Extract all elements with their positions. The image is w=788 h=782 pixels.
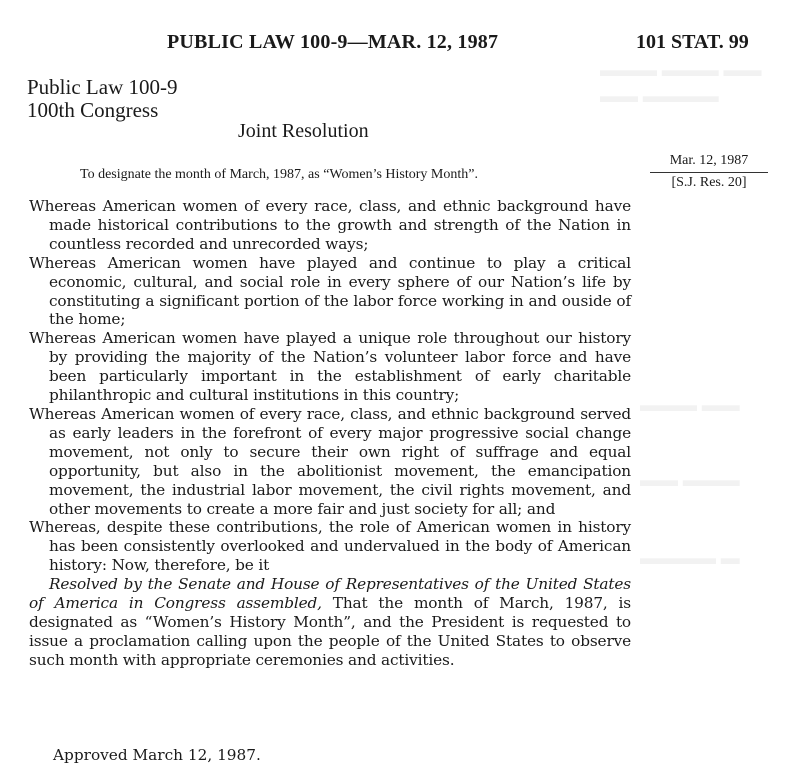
margin-note	[650, 152, 768, 193]
bleed-through-texture: ▬▬▬ ▬▬▬ ▬▬	[600, 60, 762, 81]
whereas-clause: Whereas American women of every race, class, and ethnic background have made historical contributions to the growth and strength of the Nation in countless recorded and unrecorded ways;	[29, 197, 631, 253]
bleed-through-texture: ▬▬ ▬▬▬	[640, 470, 740, 491]
law-identifier	[27, 76, 177, 122]
whereas-clause: Whereas American women of every race, class, and ethnic background served as early leaders in the forefront of every major progressive social change movement, not only to secure their own right of suffrage and equal opportunity, but also in the abolitionist movement, the emancipation movement, the industrial labor movement, the civil rights movement, and other movements to create a more fair and just society for all; and	[29, 404, 631, 518]
statute-reference: 101 STAT. 99	[636, 31, 749, 53]
resolving-clause	[29, 575, 631, 670]
resolving-text: That the month of March, 1987, is designated as “Women’s History Month”, and the President is requested to issue a proclamation calling upon the people of the United States to observe such month with appropriate ceremonies and activities.	[29, 594, 631, 669]
purpose-statement: To designate the month of March, 1987, as “Women’s History Month”.	[80, 167, 478, 182]
bleed-through-texture: ▬▬▬▬ ▬	[640, 548, 740, 569]
bleed-through-texture: ▬▬ ▬▬▬▬	[600, 86, 719, 107]
approval-line: Approved March 12, 1987.	[53, 746, 261, 764]
document-title: Joint Resolution	[238, 120, 369, 142]
margin-date: Mar. 12, 1987	[650, 152, 768, 173]
resolution-body	[29, 197, 631, 670]
enacting-formula: Resolved by the Senate and House of Representatives of the United States of America in Congress assembled,	[29, 575, 631, 613]
whereas-clause: Whereas, despite these contributions, the role of American women in history has been consistently overlooked and undervalued in the body of American history: Now, therefore, be it	[29, 518, 631, 575]
whereas-clause: Whereas American women have played and continue to play a critical economic, cultural, and social role in every sphere of our Nation’s life by constituting a significant portion of the labor force working in and ouside of the home;	[29, 253, 631, 329]
whereas-clause: Whereas American women have played a unique role throughout our history by providing the majority of the Nation’s volunteer labor force and have been particularly important in the establishment of early charitable philanthropic and cultural institutions in this country;	[29, 329, 631, 405]
margin-resolution-ref: [S.J. Res. 20]	[671, 175, 747, 190]
running-head: PUBLIC LAW 100-9—MAR. 12, 1987	[167, 31, 499, 53]
bleed-through-texture: ▬▬▬ ▬▬	[640, 395, 740, 416]
congress-number: 100th Congress	[27, 98, 159, 122]
law-number: Public Law 100-9	[27, 75, 178, 99]
